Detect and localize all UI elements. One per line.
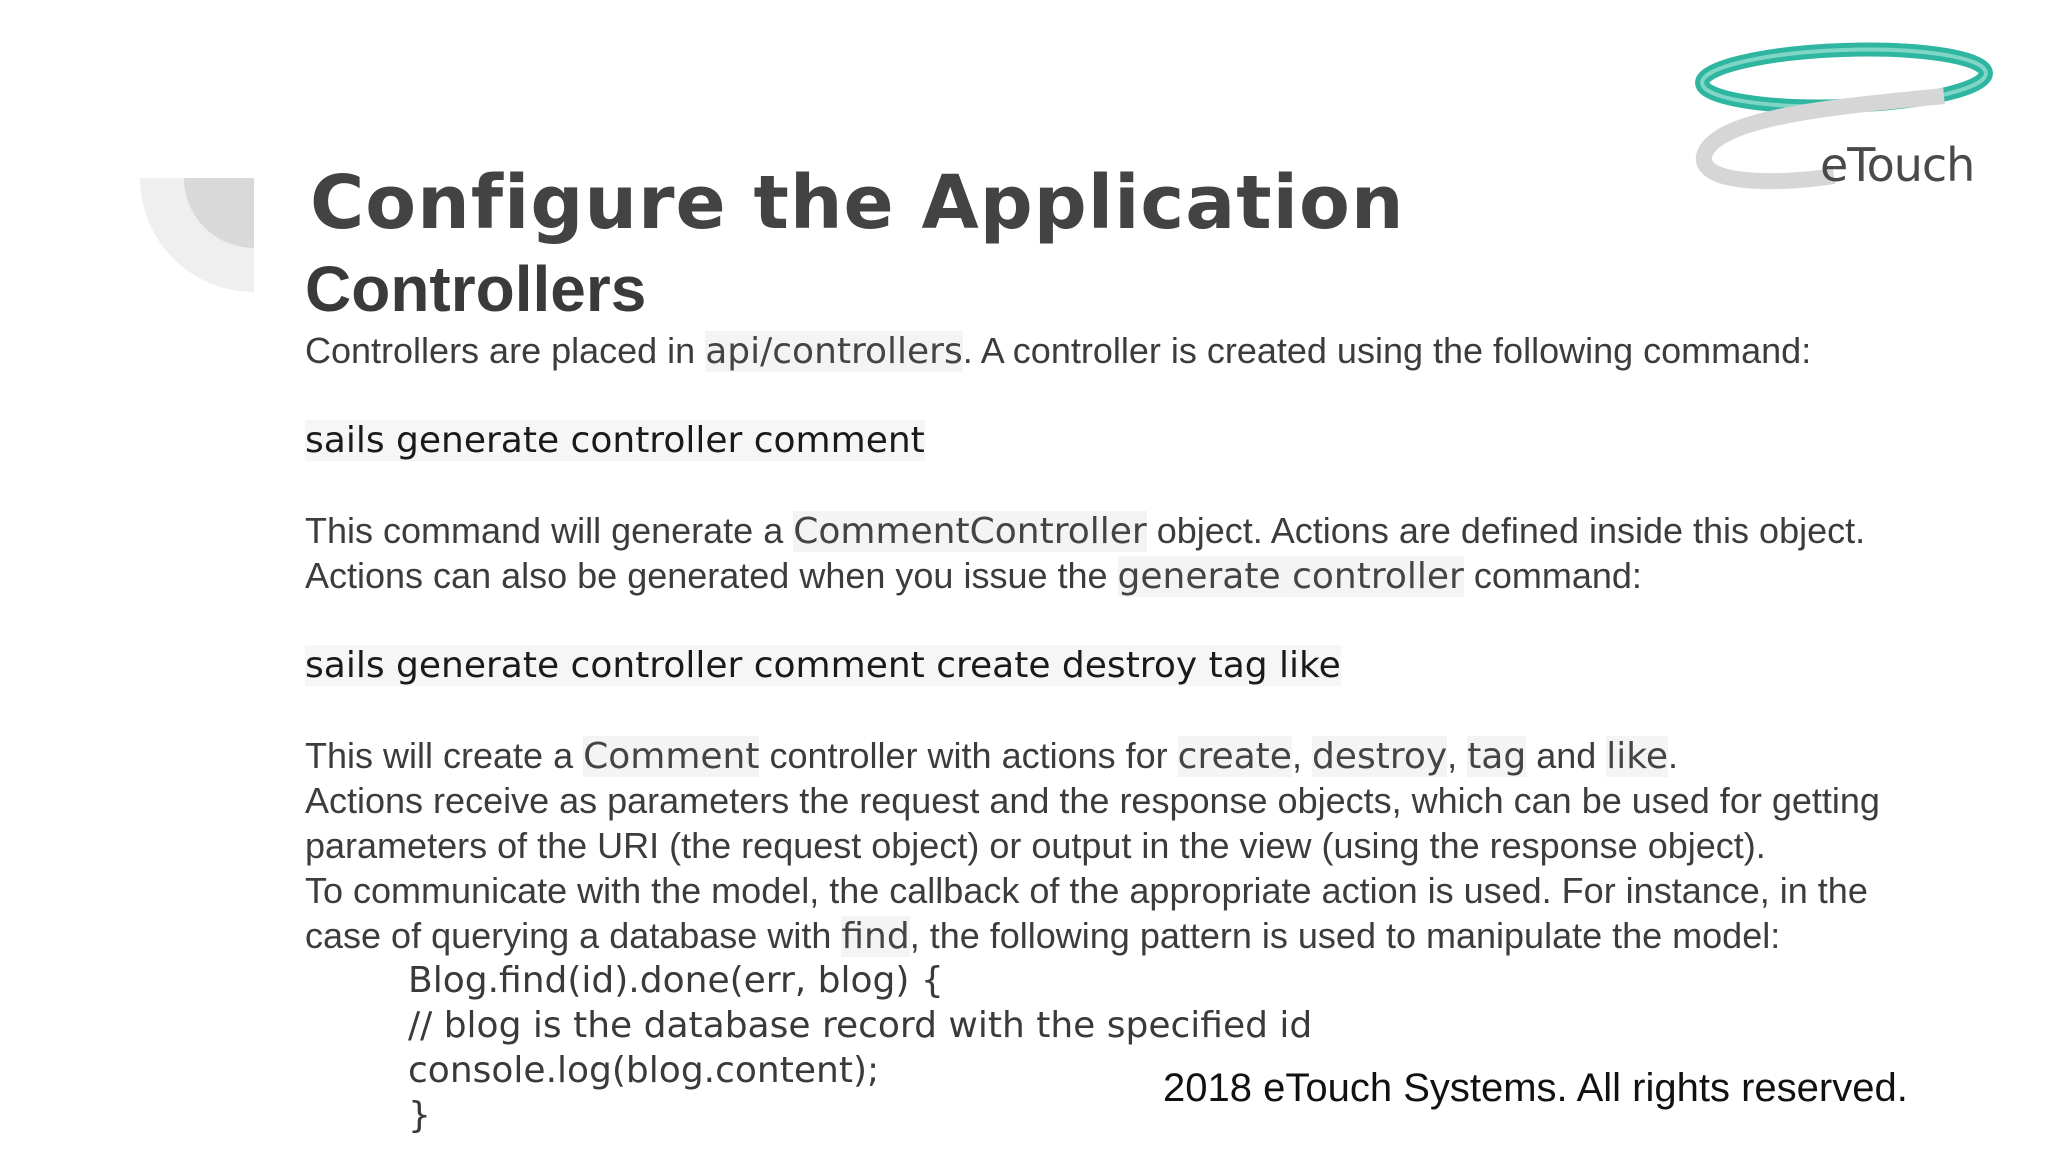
inline-code: CommentController — [793, 511, 1147, 552]
logo-wordmark: eTouch — [1820, 138, 1975, 192]
slide-body — [305, 328, 1925, 1138]
paragraph-line: Controllers are placed in api/controllers. A controller is created using the following command: — [305, 330, 1812, 372]
code-line: // blog is the database record with the specified id — [408, 1005, 1313, 1046]
inline-code: like — [1606, 736, 1669, 777]
code-line: } — [408, 1095, 431, 1136]
code-line: console.log(blog.content); — [408, 1050, 880, 1091]
paragraph-line: This will create a Comment controller with actions for create, destroy, tag and like. — [305, 735, 1679, 777]
command-line: sails generate controller comment create destroy tag like — [305, 645, 1341, 686]
paragraph-line: This command will generate a CommentController object. Actions are defined inside this object. — [305, 510, 1866, 552]
paragraph-line: Actions can also be generated when you issue the generate controller command: — [305, 555, 1642, 597]
paragraph-line: Actions receive as parameters the request and the response objects, which can be used for getting — [305, 780, 1880, 821]
copyright-footer: 2018 eTouch Systems. All rights reserved. — [1163, 1066, 1908, 1110]
paragraph-line: parameters of the URI (the request object) or output in the view (using the response object). — [305, 825, 1766, 866]
section-heading: Controllers — [305, 253, 647, 325]
slide-title: Configure the Application — [310, 160, 1405, 246]
paragraph-line: case of querying a database with find, the following pattern is used to manipulate the model: — [305, 915, 1781, 957]
inline-code: tag — [1467, 736, 1527, 777]
paragraph-line: To communicate with the model, the callback of the appropriate action is used. For instance, in the — [305, 870, 1868, 911]
corner-decoration — [140, 178, 254, 292]
code-line: Blog.find(id).done(err, blog) { — [408, 960, 944, 1001]
command-line: sails generate controller comment — [305, 420, 925, 461]
inline-code: api/controllers — [705, 331, 963, 372]
inline-code: find — [841, 916, 910, 957]
inline-code: create — [1177, 736, 1292, 777]
inline-code: destroy — [1311, 736, 1448, 777]
inline-code: Comment — [583, 736, 760, 777]
inline-code: generate controller — [1117, 556, 1464, 597]
